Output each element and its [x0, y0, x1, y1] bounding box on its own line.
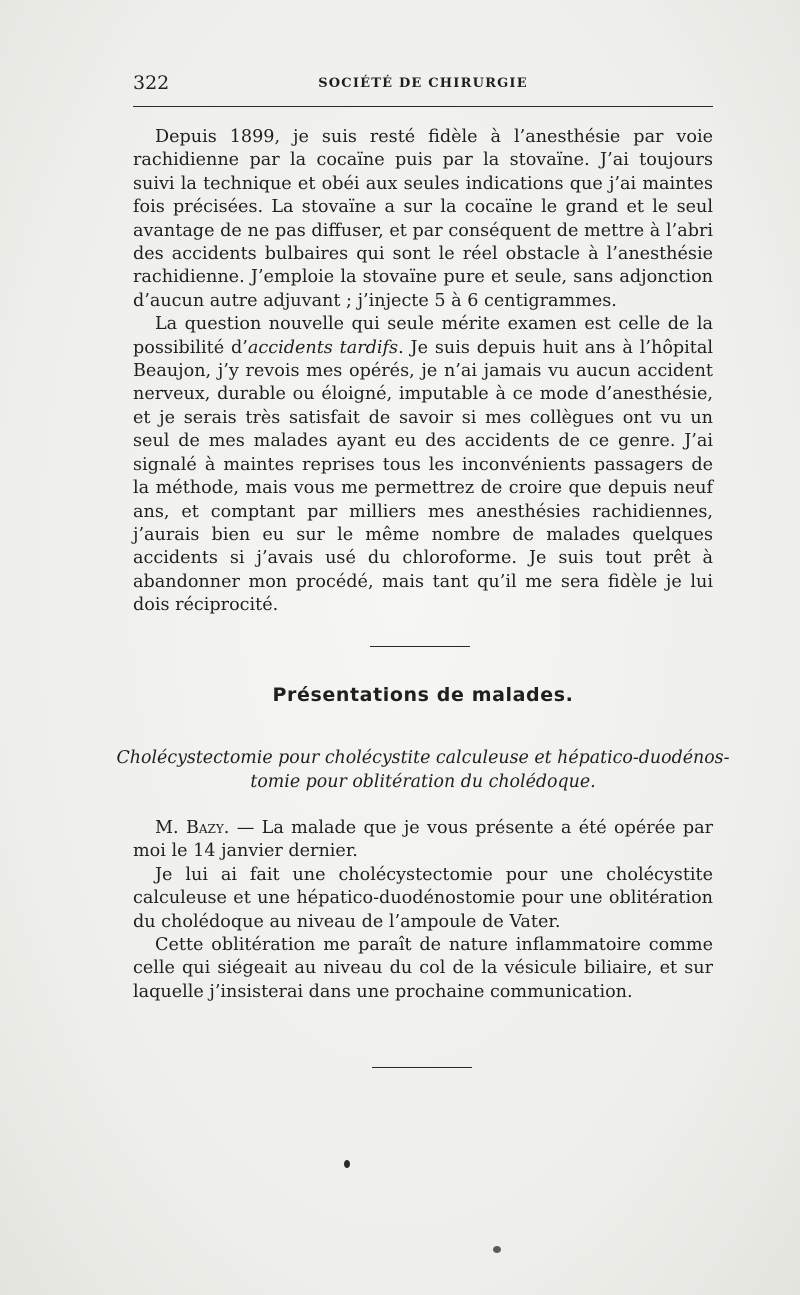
article-title-line-1: Cholécystectomie pour cholécystite calculeuse et hépatico-duodénos-: [116, 748, 730, 768]
separator-rule: [370, 646, 470, 647]
article-title-line-2: tomie pour oblitération du cholédoque.: [250, 772, 596, 792]
paragraph-2: [133, 313, 713, 617]
page-header: [133, 72, 713, 98]
article-body: [133, 817, 713, 1004]
article-title: [110, 746, 736, 794]
section-title: Présentations de malades.: [272, 684, 574, 706]
article-paragraph-1: [133, 817, 713, 864]
italic-phrase: accidents tardifs: [247, 337, 399, 358]
article-paragraph-3: Cette oblitération me paraît de nature inflammatoire comme celle qui siégeait au niveau du col de la vésicule biliaire, et sur laquelle j’insisterai dans une prochaine communication.: [133, 935, 713, 1002]
ink-speck: [344, 1160, 350, 1168]
end-rule: [372, 1067, 472, 1068]
article-paragraph-1-text: — La malade que je vous présente a été opérée par moi le 14 janvier dernier.: [133, 818, 713, 862]
paragraph-2-end: . Je suis depuis huit ans à l’hôpital Beaujon, j’y revois mes opérés, je n’ai jamais vu aucun accident nerveux, durable ou éloigné, imputable à ce mode d’anesthésie, et je serais très satisfait de savoir si mes collègues ont vu un seul de mes malades ayant eu des accidents de ce genre. J’ai signalé à maintes reprises tous les inconvénients passagers de la méthode, mais vous me permettrez de croire que depuis neuf ans, et comptant par milliers mes anesthésies rachidiennes, j’aurais bien eu sur le même nombre de malades quelques accidents si j’avais usé du chloroforme. Je suis tout prêt à abandonner mon procédé, mais tant qu’il me sera fidèle je lui dois réciprocité.: [133, 337, 713, 616]
body-text: [133, 126, 713, 618]
paragraph-2-start: La question nouvelle qui seule mérite examen est celle de la possibilité d’: [133, 314, 713, 358]
speaker-name: M. Bazy.: [155, 818, 230, 838]
ink-speck: [493, 1246, 501, 1253]
paragraph-1: Depuis 1899, je suis resté fidèle à l’anesthésie par voie rachidienne par la cocaïne puis par la stovaïne. J’ai toujours suivi la technique et obéi aux seules indications que j’ai maintes fois précisées. La stovaïne a sur la cocaïne le grand et le seul avantage de ne pas diffuser, et par conséquent de mettre à l’abri des accidents bulbaires qui sont le réel obstacle à l’anesthésie rachidienne. J’emploie la stovaïne pure et seule, sans adjonction d’aucun autre adjuvant ; j’injecte 5 à 6 centigrammes.: [133, 127, 713, 311]
article-paragraph-2: Je lui ai fait une cholécystectomie pour une cholécystite calculeuse et une hépatico-duodénostomie pour une oblitération du cholédoque au niveau de l’ampoule de Vater.: [133, 864, 713, 932]
header-rule: [133, 106, 713, 107]
page-number: 322: [133, 72, 170, 94]
running-head: SOCIÉTÉ DE CHIRURGIE: [318, 76, 528, 91]
